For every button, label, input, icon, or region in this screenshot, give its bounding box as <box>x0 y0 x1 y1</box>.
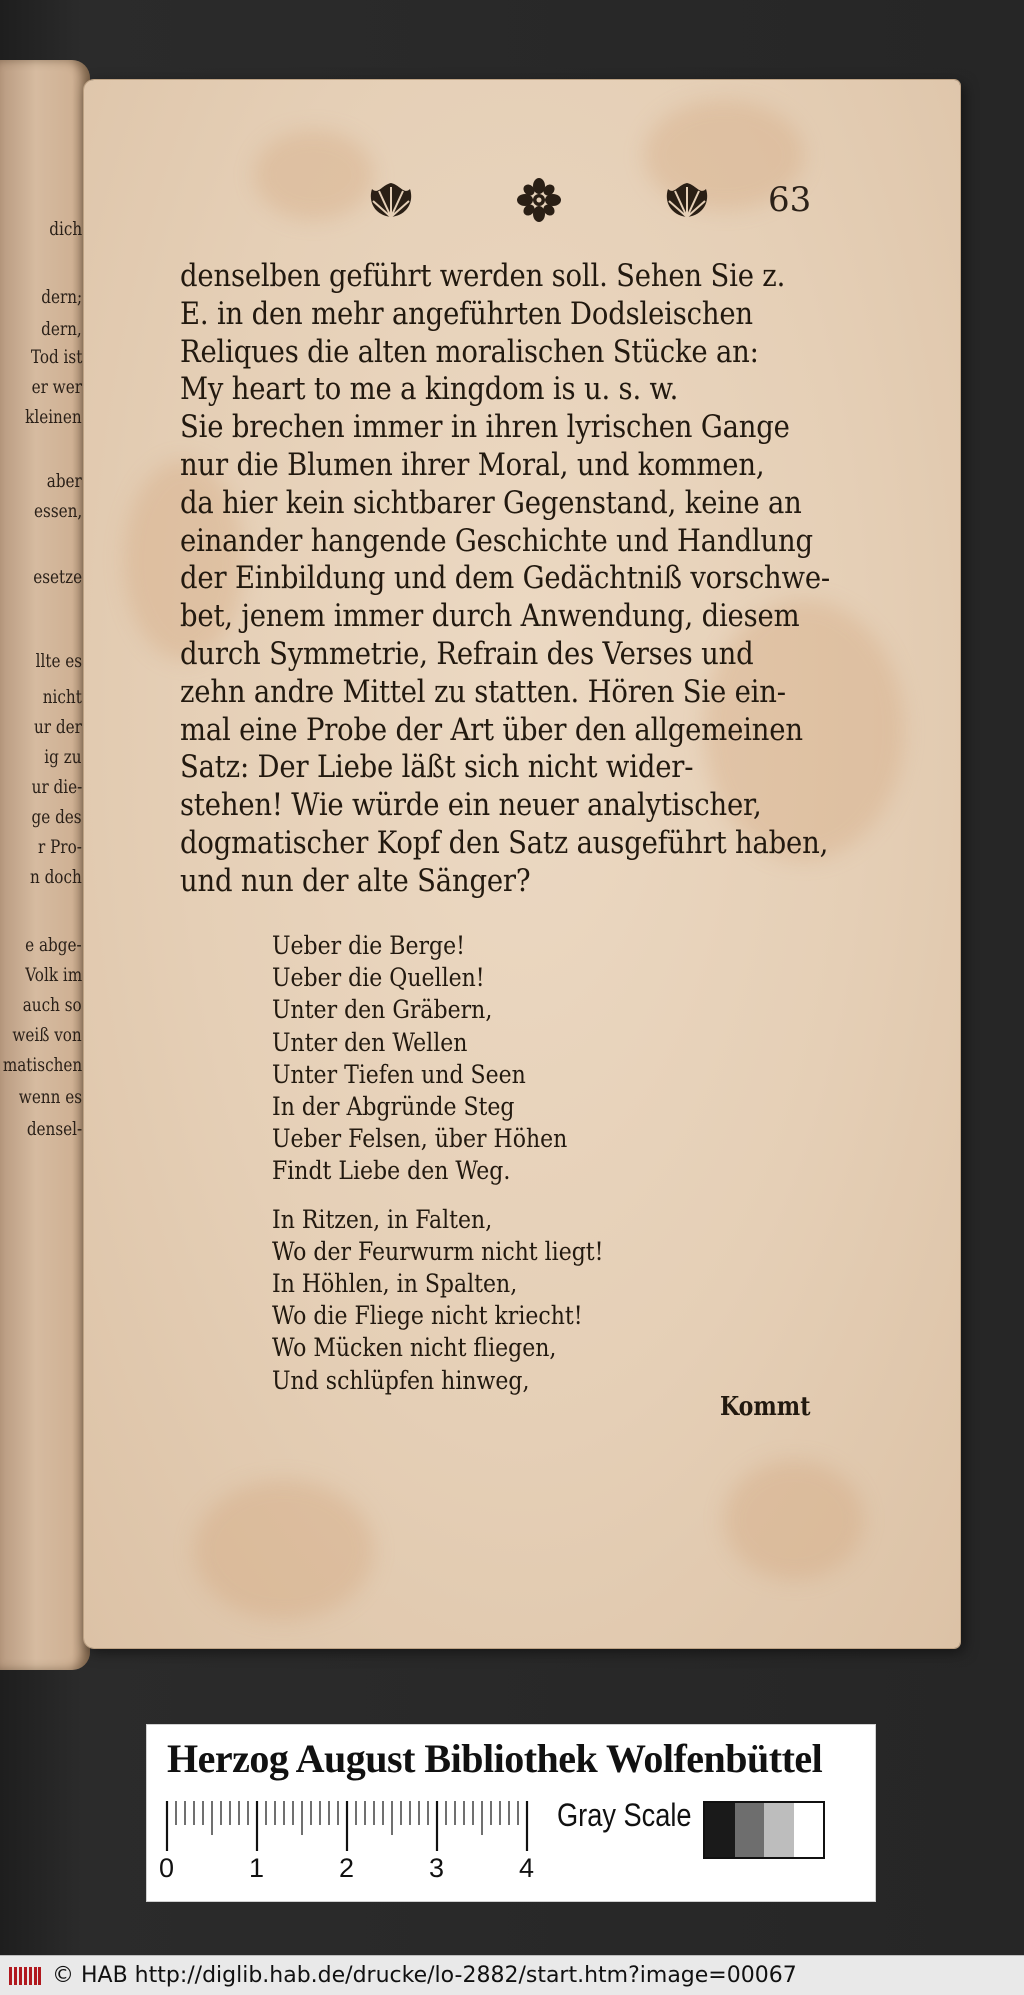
header-ornaments <box>364 170 714 230</box>
text-line: denselben geführt werden soll. Sehen Sie z. <box>180 259 786 294</box>
text-line: My heart to me a kingdom is u. s. w. <box>180 372 679 408</box>
left-page-text-fragment: dern, <box>41 318 82 340</box>
left-page-text-fragment: auch so <box>23 994 82 1016</box>
gray-scale-label: Gray Scale <box>557 1797 692 1833</box>
ruler-label: 3 <box>429 1853 445 1883</box>
body-text <box>180 258 831 901</box>
left-page-text-fragment: ig zu <box>44 746 82 768</box>
catchword: Kommt <box>719 1392 810 1422</box>
ruler-scale <box>165 1801 547 1851</box>
verse-line: In Höhlen, in Spalten, <box>272 1269 518 1299</box>
left-page-text-fragment: ur der <box>34 716 82 738</box>
left-page-text-fragment: ur die- <box>31 776 82 798</box>
left-page-text-fragment: llte es <box>35 650 82 672</box>
left-page-edge <box>0 60 90 1670</box>
verse-block <box>272 930 692 1413</box>
text-line: nur die Blumen ihrer Moral, und kommen, <box>180 447 765 483</box>
text-line: durch Symmetrie, Refrain des Verses und <box>180 636 754 672</box>
verse-line: In der Abgründe Steg <box>272 1092 515 1122</box>
color-card-title: Herzog August Bibliothek Wolfenbüttel <box>167 1736 823 1781</box>
left-page-text-fragment: esetze <box>33 566 82 588</box>
shell-ornament-icon <box>660 177 714 223</box>
page-number: 63 <box>768 180 812 220</box>
text-line: dogmatischer Kopf den Satz ausgeführt haben, <box>180 825 829 861</box>
left-page-text-fragment: Tod ist <box>30 346 82 368</box>
verse-line: Ueber die Quellen! <box>272 963 485 993</box>
hab-logo-icon <box>8 1964 42 1988</box>
left-page-text-fragment: e abge- <box>25 934 82 956</box>
verse-line: Und schlüpfen hinweg, <box>272 1365 530 1395</box>
left-page-text-fragment: densel- <box>26 1118 82 1140</box>
ruler-label: 0 <box>159 1853 175 1883</box>
left-page-text-fragment: nicht <box>42 686 82 708</box>
text-line: Reliques die alten moralischen Stücke an: <box>180 334 759 370</box>
gray-swatch <box>764 1803 794 1857</box>
left-page-text-fragment: dich <box>49 218 82 240</box>
book-page <box>84 80 960 1648</box>
left-page-text-fragment: dern; <box>41 286 82 308</box>
left-page-text-fragment: er wer <box>31 376 82 398</box>
left-page-text-fragment: r Pro- <box>38 836 82 858</box>
footer-bar <box>0 1955 1024 1995</box>
verse-stanza <box>272 930 692 1188</box>
color-card <box>146 1724 876 1902</box>
rosette-ornament-icon <box>516 177 562 223</box>
verse-line: Unter Tiefen und Seen <box>272 1059 526 1089</box>
ruler-labels <box>159 1853 579 1893</box>
left-page-text-fragment: matischen <box>2 1054 82 1076</box>
text-line: da hier kein sichtbarer Gegenstand, keine an <box>180 485 802 521</box>
verse-line: Findt Liebe den Weg. <box>272 1156 511 1186</box>
verse-line: Ueber Felsen, über Höhen <box>272 1124 568 1154</box>
left-page-text-fragment: weiß von <box>12 1024 82 1046</box>
text-line: stehen! Wie würde ein neuer analytischer, <box>180 788 762 824</box>
gray-scale-swatches <box>703 1801 825 1859</box>
left-page-text-fragment: n doch <box>30 866 82 888</box>
paper-stain <box>724 1460 864 1580</box>
left-page-text-fragment: kleinen <box>25 406 82 428</box>
ruler-label: 2 <box>339 1853 355 1883</box>
left-page-text-fragment: Volk im <box>25 964 82 986</box>
verse-stanza <box>272 1204 692 1397</box>
ruler-label: 4 <box>519 1853 535 1883</box>
text-line: und nun der alte Sänger? <box>180 863 531 899</box>
gray-swatch <box>794 1803 824 1857</box>
verse-line: Ueber die Berge! <box>272 931 465 960</box>
left-page-text-fragment: wenn es <box>18 1086 82 1108</box>
text-line: Satz: Der Liebe läßt sich nicht wider- <box>180 750 694 786</box>
text-line: der Einbildung und dem Gedächtniß vorschwe- <box>180 561 831 597</box>
text-line: Sie brechen immer in ihren lyrischen Gange <box>180 410 790 446</box>
verse-line: Wo Mücken nicht fliegen, <box>272 1333 557 1363</box>
verse-line: Unter den Gräbern, <box>272 995 493 1025</box>
text-line: E. in den mehr angeführten Dodsleischen <box>180 296 753 332</box>
shell-ornament-icon <box>364 177 418 223</box>
footer-link-text[interactable]: © HAB http://diglib.hab.de/drucke/lo-2882/start.htm?image=00067 <box>52 1963 797 1988</box>
text-line: mal eine Probe der Art über den allgemeinen <box>180 712 803 748</box>
verse-line: In Ritzen, in Falten, <box>272 1204 493 1234</box>
text-line: bet, jenem immer durch Anwendung, diesem <box>180 599 800 635</box>
ruler-label: 1 <box>249 1853 265 1883</box>
paper-stain <box>254 130 374 220</box>
text-line: zehn andre Mittel zu statten. Hören Sie ein- <box>180 674 786 710</box>
verse-line: Wo die Fliege nicht kriecht! <box>272 1301 583 1331</box>
gray-swatch <box>705 1803 735 1857</box>
verse-line: Unter den Wellen <box>272 1027 468 1057</box>
gray-swatch <box>735 1803 765 1857</box>
left-page-text-fragment: aber <box>46 470 82 492</box>
verse-line: Wo der Feurwurm nicht liegt! <box>272 1236 604 1266</box>
paper-stain <box>194 1480 374 1620</box>
left-page-text-fragment: essen, <box>33 500 82 522</box>
text-line: einander hangende Geschichte und Handlung <box>180 523 813 559</box>
left-page-text-fragment: ge des <box>31 806 82 828</box>
